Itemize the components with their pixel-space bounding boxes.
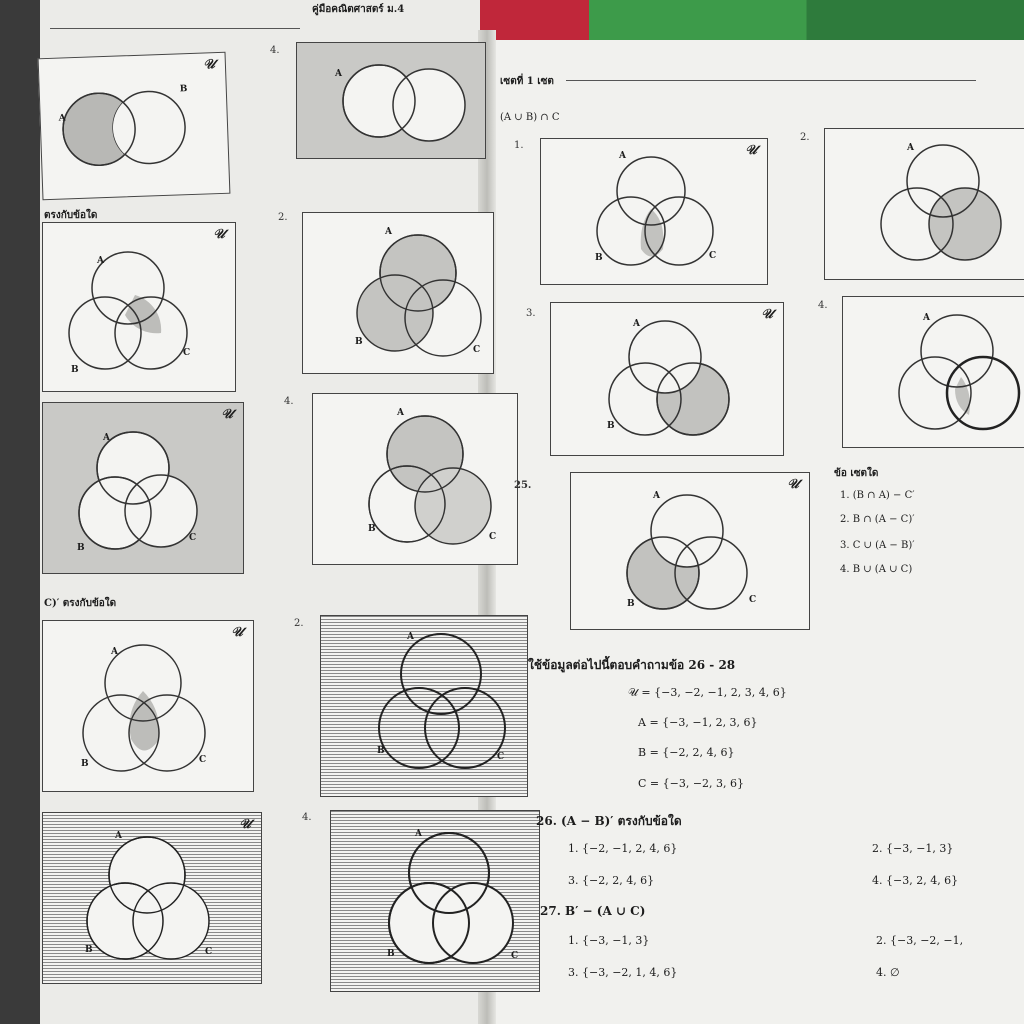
question-27: 27. B′ − (A ∪ C): [540, 904, 646, 918]
set-label-c: C: [205, 947, 213, 957]
choice-number: 4.: [302, 812, 312, 823]
set-label-a: A: [111, 647, 118, 657]
choice-number: 2.: [294, 618, 304, 629]
set-label-b: B: [595, 253, 603, 263]
venn-three-set-3: [42, 402, 244, 574]
universe-label: 𝒰: [239, 817, 251, 832]
set-label-b: B: [387, 949, 395, 959]
q26-choice-3: 3. {−2, 2, 4, 6}: [568, 874, 655, 887]
set-label-a: A: [385, 227, 392, 237]
set-c-definition: C = {−3, −2, 3, 6}: [638, 777, 745, 790]
set-label-a: A: [58, 113, 66, 124]
q25-choice-2: 2. B ∩ (A − C)′: [840, 514, 915, 525]
set-label-a: A: [923, 313, 930, 323]
universe-label: 𝒰: [231, 625, 243, 640]
venn-r-3: [550, 302, 784, 456]
set-label-b: B: [355, 337, 363, 347]
q27-choice-1: 1. {−3, −1, 3}: [568, 934, 650, 947]
set-label-a: A: [407, 632, 414, 642]
set-label-c: C: [489, 532, 497, 542]
q27-choice-3: 3. {−3, −2, 1, 4, 6}: [568, 966, 678, 979]
choice-number: 4.: [270, 45, 280, 56]
question-label-2: C)′ ตรงกับข้อใด: [44, 598, 117, 609]
set-label-a: A: [97, 256, 104, 266]
header-rule-left: [50, 28, 300, 29]
set-label-b: B: [71, 365, 79, 375]
venn-r-4: [842, 296, 1024, 448]
q27-choice-4: 4. ∅: [876, 966, 900, 979]
set-label-c: C: [473, 345, 481, 355]
set-label-c: C: [183, 348, 191, 358]
book-cover-edge: [480, 0, 1024, 40]
q26-choice-2: 2. {−3, −1, 3}: [872, 842, 954, 855]
set-label-a: A: [103, 433, 110, 443]
info-intro: ใช้ข้อมูลต่อไปนี้ตอบคำถามข้อ 26 - 28: [528, 658, 736, 672]
venn-three-set-8: [330, 810, 540, 992]
universe-label: 𝒰: [761, 307, 773, 322]
universe-label: 𝒰: [213, 227, 225, 242]
q26-choice-4: 4. {−3, 2, 4, 6}: [872, 874, 959, 887]
question-label-1: ตรงกับข้อใด: [44, 210, 98, 221]
set-label-a: A: [619, 151, 626, 161]
set-a-definition: A = {−3, −1, 2, 3, 6}: [638, 716, 758, 729]
choice-number: 4.: [818, 300, 828, 311]
set-b-definition: B = {−2, 2, 4, 6}: [638, 746, 735, 759]
choice-number: 4.: [284, 396, 294, 407]
venn-three-set-4: [312, 393, 518, 565]
venn-r-1: [540, 138, 768, 285]
set-label-b: B: [368, 524, 376, 534]
set-label-b: B: [377, 746, 385, 756]
choice-number: 3.: [526, 308, 536, 319]
venn-three-set-5: [42, 620, 254, 792]
choice-number: 2.: [278, 212, 288, 223]
set-label-b: B: [627, 599, 635, 609]
header-rule-right: [566, 80, 976, 81]
set-label-a: A: [907, 143, 914, 153]
choice-number: 1.: [514, 140, 524, 151]
set-label-a: A: [653, 491, 660, 501]
q25-choice-1: 1. (B ∩ A) − C′: [840, 490, 915, 501]
set-label-a: A: [397, 408, 404, 418]
choice-number: 2.: [800, 132, 810, 143]
q27-choice-2: 2. {−3, −2, −1,: [876, 934, 964, 947]
venn-three-set-7: [42, 812, 262, 984]
q26-choice-1: 1. {−2, −1, 2, 4, 6}: [568, 842, 678, 855]
set-label-c: C: [189, 533, 197, 543]
set-label-a: A: [115, 831, 122, 841]
venn-q25: [570, 472, 810, 630]
venn-three-set-6: [320, 615, 528, 797]
set-label-c: C: [749, 595, 757, 605]
question-25-number: 25.: [514, 480, 532, 491]
q25-choice-3: 3. C ∪ (A − B)′: [840, 540, 915, 551]
header-left-title: คู่มือคณิตศาสตร์ ม.4: [312, 4, 405, 15]
set-label-c: C: [709, 251, 717, 261]
set-label-a: A: [415, 829, 422, 839]
set-label-c: C: [497, 752, 505, 762]
question-25-prompt: ข้อ เซตใด: [834, 468, 879, 479]
set-u-definition: 𝒰 = {−3, −2, −1, 2, 3, 4, 6}: [628, 686, 787, 699]
set-label-b: B: [77, 543, 85, 553]
set-label-b: B: [85, 945, 93, 955]
universe-label: 𝒰: [787, 477, 799, 492]
question-26: 26. (A − B)′ ตรงกับข้อใด: [536, 814, 682, 828]
set-label-b: B: [607, 421, 615, 431]
venn-three-set-1: [42, 222, 236, 392]
venn-three-set-2: [302, 212, 494, 374]
set-label-c: C: [511, 951, 519, 961]
universe-label: 𝒰: [202, 57, 216, 73]
header-right-title: เซตที่ 1 เซต: [500, 76, 554, 87]
q25-choice-4: 4. B ∪ (A ∪ C): [840, 564, 913, 575]
set-label-b: B: [179, 84, 188, 95]
universe-label: 𝒰: [745, 143, 757, 158]
set-label-a: A: [335, 69, 342, 79]
venn-two-set-shaded: [296, 42, 486, 159]
section-title: (A ∪ B) ∩ C: [500, 112, 560, 123]
set-label-b: B: [81, 759, 89, 769]
venn-two-set-left: [38, 52, 231, 200]
set-label-a: A: [633, 319, 640, 329]
venn-r-2: [824, 128, 1024, 280]
set-label-c: C: [199, 755, 207, 765]
universe-label: 𝒰: [221, 407, 233, 422]
